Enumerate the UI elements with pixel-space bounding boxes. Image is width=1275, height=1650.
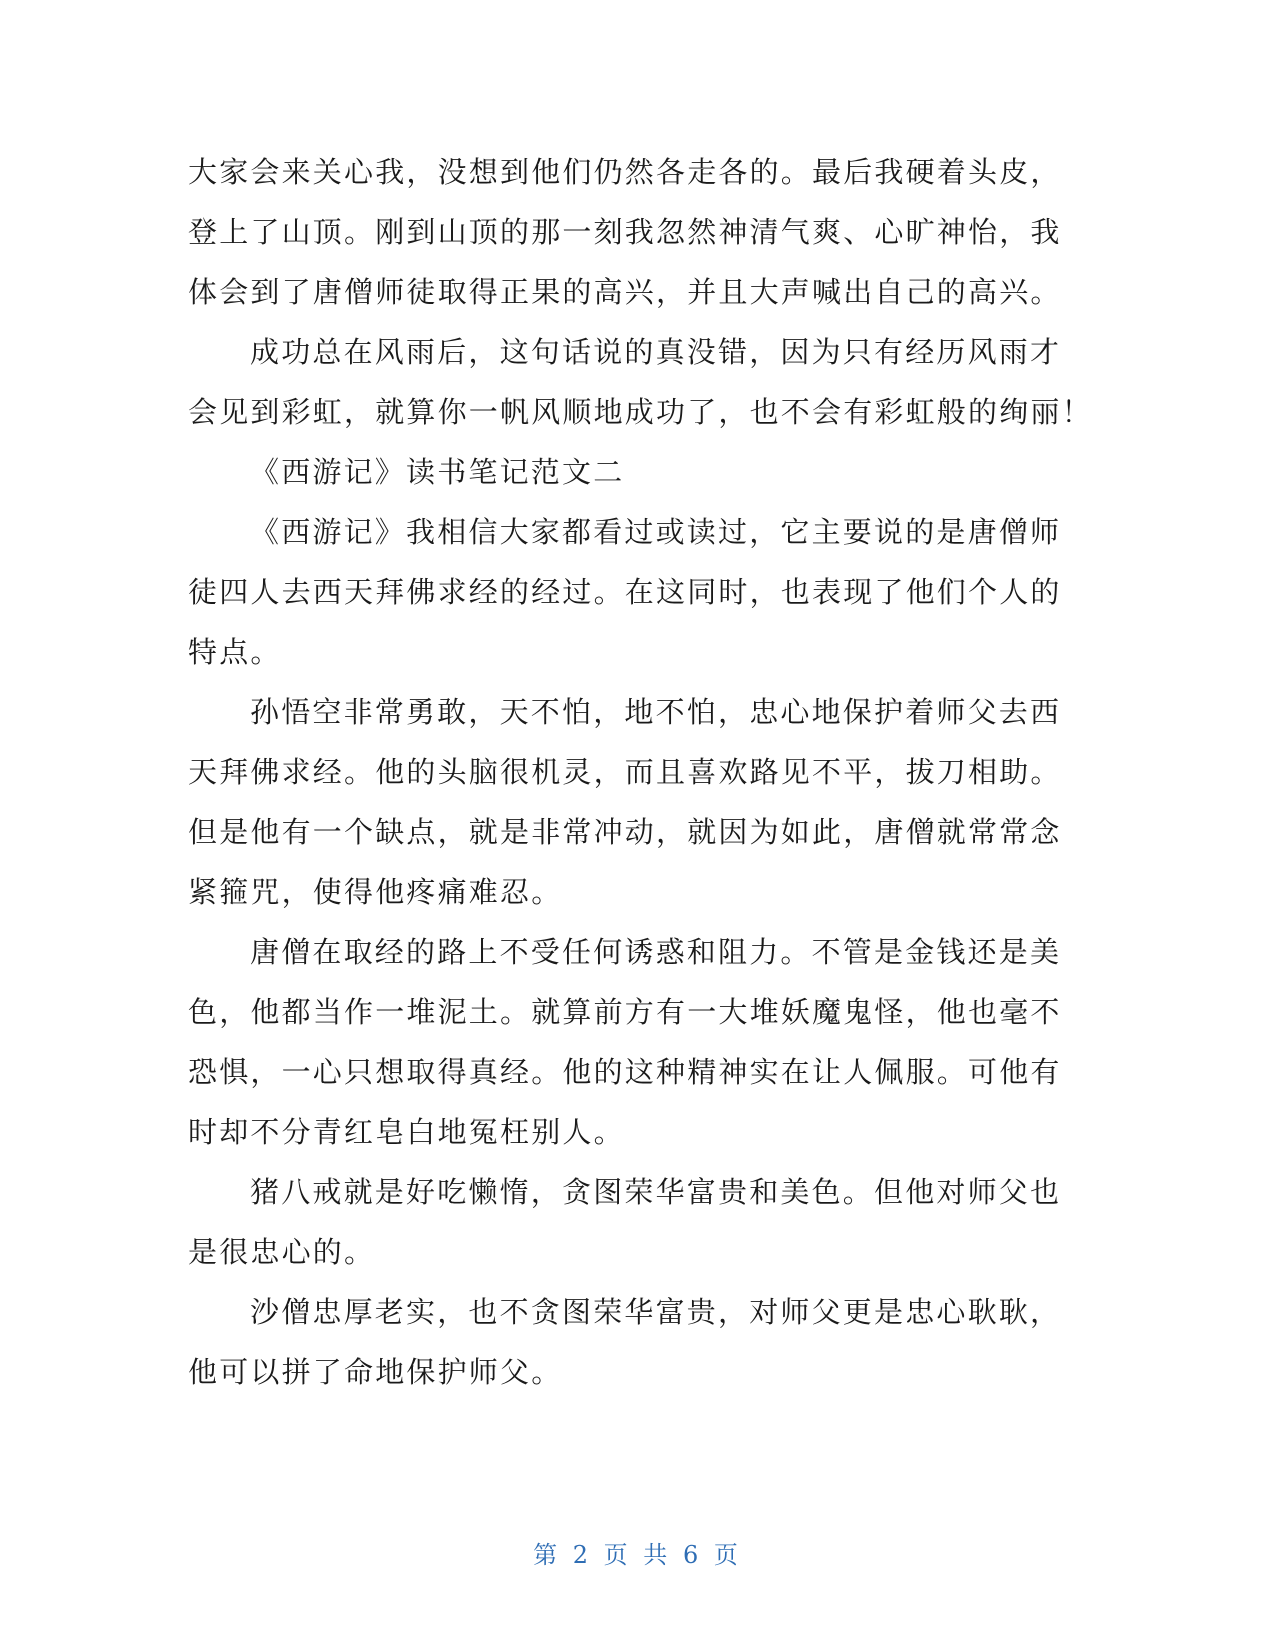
text-line: 大家会来关心我，没想到他们仍然各走各的。最后我硬着头皮， [188,155,1062,189]
paragraph-start-line: 《西游记》我相信大家都看过或读过，它主要说的是唐僧师 [250,515,1062,549]
paragraph-start-line: 成功总在风雨后，这句话说的真没错，因为只有经历风雨才 [250,335,1062,369]
paragraph-start-line: 孙悟空非常勇敢，天不怕，地不怕，忠心地保护着师父去西 [250,695,1062,729]
paragraph-start-line: 猪八戒就是好吃懒惰，贪图荣华富贵和美色。但他对师父也 [250,1175,1062,1209]
paragraph-start-line: 沙僧忠厚老实，也不贪图荣华富贵，对师父更是忠心耿耿， [250,1295,1062,1329]
text-line: 色，他都当作一堆泥土。就算前方有一大堆妖魔鬼怪，他也毫不 [188,995,1062,1029]
text-line: 特点。 [188,635,282,669]
text-line: 但是他有一个缺点，就是非常冲动，就因为如此，唐僧就常常念 [188,815,1062,849]
text-line: 是很忠心的。 [188,1235,376,1269]
text-line: 紧箍咒，使得他疼痛难忍。 [188,875,563,909]
text-line: 天拜佛求经。他的头脑很机灵，而且喜欢路见不平，拔刀相助。 [188,755,1062,789]
body-text [188,142,1093,1402]
text-line: 登上了山顶。刚到山顶的那一刻我忽然神清气爽、心旷神怡，我 [188,215,1062,249]
page-number-footer: 第 2 页 共 6 页 [533,1541,742,1569]
paragraph-start-line: 唐僧在取经的路上不受任何诱惑和阻力。不管是金钱还是美 [250,935,1062,969]
text-line: 时却不分青红皂白地冤枉别人。 [188,1115,625,1149]
text-line: 徒四人去西天拜佛求经的经过。在这同时，也表现了他们个人的 [188,575,1062,609]
section-heading: 《西游记》读书笔记范文二 [250,455,625,489]
text-line: 他可以拼了命地保护师父。 [188,1355,563,1389]
text-line: 体会到了唐僧师徒取得正果的高兴，并且大声喊出自己的高兴。 [188,275,1062,309]
text-line: 会见到彩虹，就算你一帆风顺地成功了，也不会有彩虹般的绚丽！ [188,395,1093,429]
text-line: 恐惧，一心只想取得真经。他的这种精神实在让人佩服。可他有 [188,1055,1062,1089]
